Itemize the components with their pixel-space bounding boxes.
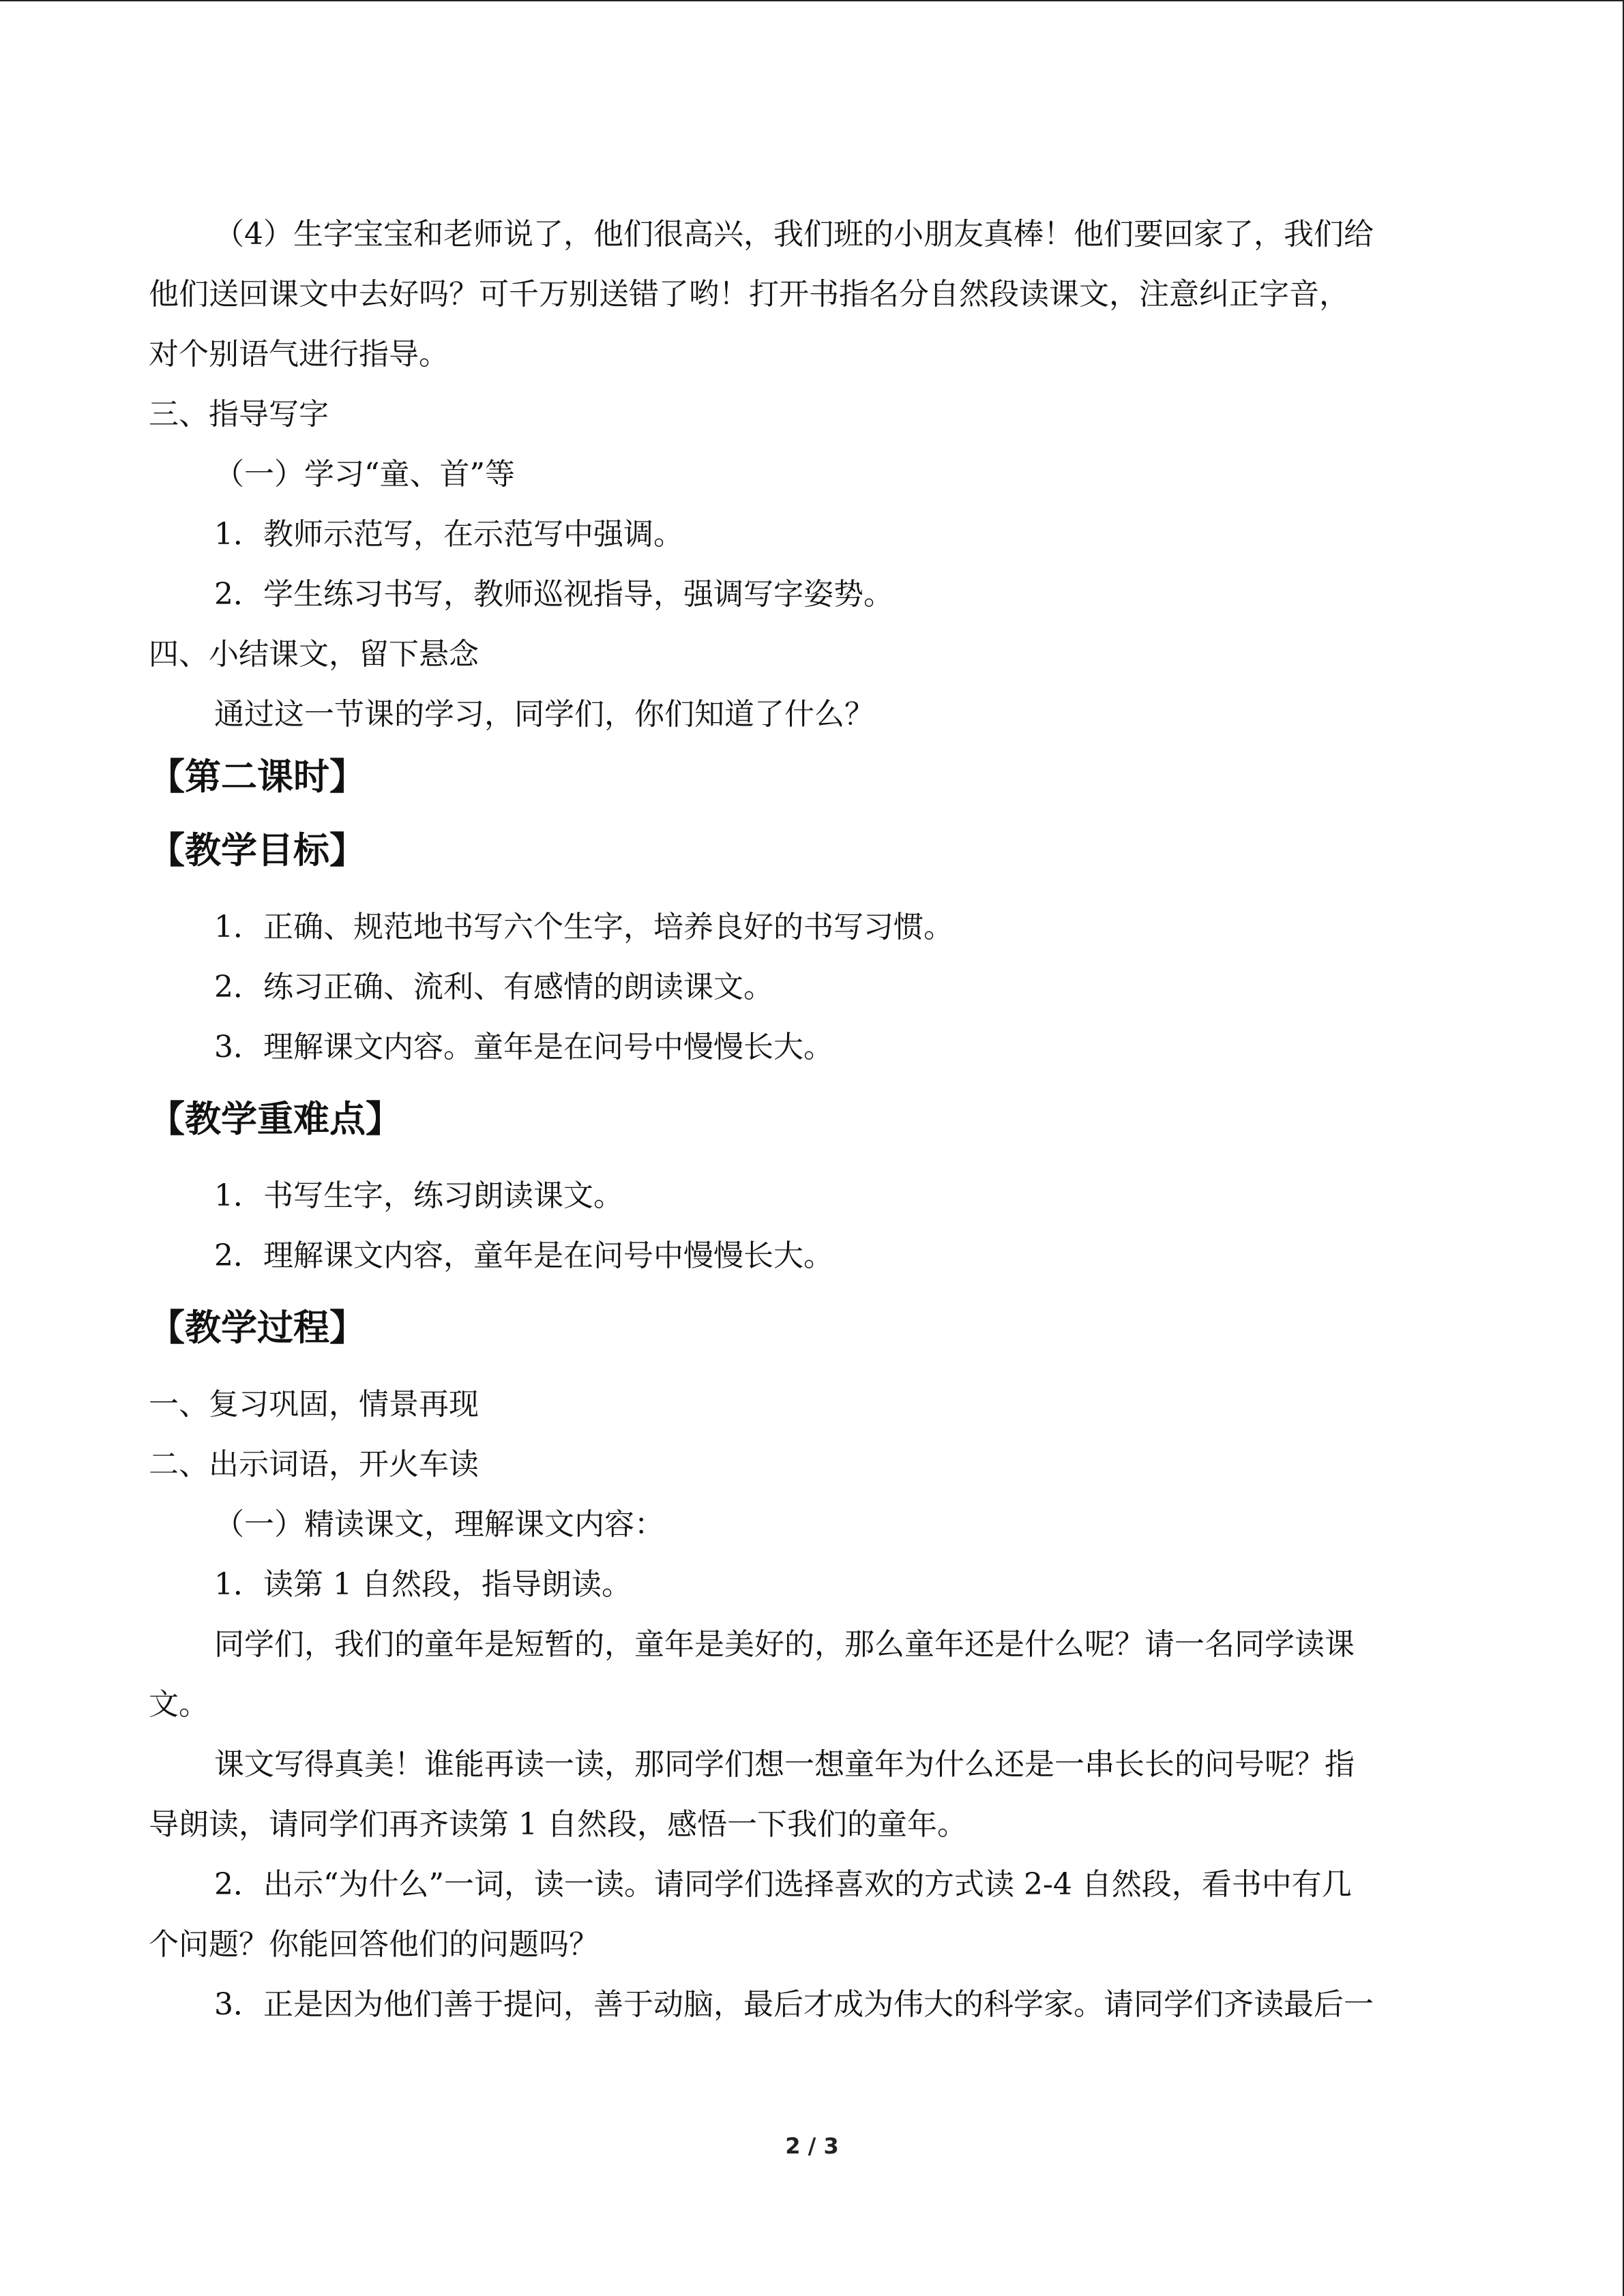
paragraph-line: 四、小结课文，留下悬念: [149, 637, 479, 672]
paragraph-line: 3．理解课文内容。童年是在问号中慢慢长大。: [214, 1030, 833, 1064]
paragraph-line: 一、复习巩固，情景再现: [149, 1387, 479, 1422]
section-heading: 【教学过程】: [149, 1307, 366, 1349]
paragraph-line: 1．书写生字，练习朗读课文。: [214, 1178, 623, 1213]
paragraph-line: 2．出示“为什么”一词，读一读。请同学们选择喜欢的方式读 2-4 自然段，看书中有几: [214, 1867, 1352, 1902]
paragraph-line: 通过这一节课的学习，同学们，你们知道了什么？: [214, 697, 874, 732]
paragraph-line: 2．学生练习书写，教师巡视指导，强调写字姿势。: [214, 577, 894, 612]
paragraph-line: 2．练习正确、流利、有感情的朗读课文。: [214, 970, 773, 1004]
paragraph-line: 同学们，我们的童年是短暂的，童年是美好的，那么童年还是什么呢？请一名同学读课: [214, 1627, 1355, 1662]
paragraph-line: 课文写得真美！谁能再读一读，那同学们想一想童年为什么还是一串长长的问号呢？指: [214, 1747, 1355, 1782]
page-number: 2 / 3: [785, 2133, 839, 2159]
paragraph-line: 2．理解课文内容，童年是在问号中慢慢长大。: [214, 1238, 833, 1273]
paragraph-line: 1．正确、规范地书写六个生字，培养良好的书写习惯。: [214, 910, 954, 944]
paragraph-line: 他们送回课文中去好吗？可千万别送错了哟！打开书指名分自然段读课文，注意纠正字音，: [149, 277, 1349, 312]
section-heading: 【教学重难点】: [149, 1099, 402, 1140]
paragraph-line: 个问题？你能回答他们的问题吗？: [149, 1927, 599, 1962]
paragraph-line: 1．教师示范写，在示范写中强调。: [214, 517, 683, 552]
paragraph-line: 文。: [149, 1687, 209, 1722]
section-heading: 【教学目标】: [149, 830, 366, 871]
paragraph-line: 导朗读，请同学们再齐读第 1 自然段，感悟一下我们的童年。: [149, 1807, 967, 1842]
section-heading: 【第二课时】: [149, 756, 366, 798]
paragraph-line: （一）学习“童、首”等: [214, 457, 515, 492]
paragraph-line: 3．正是因为他们善于提问，善于动脑，最后才成为伟大的科学家。请同学们齐读最后一: [214, 1987, 1374, 2022]
paragraph-line: （4）生字宝宝和老师说了，他们很高兴，我们班的小朋友真棒！他们要回家了，我们给: [214, 217, 1374, 252]
paragraph-line: 1．读第 1 自然段，指导朗读。: [214, 1567, 632, 1602]
paragraph-line: 二、出示词语，开火车读: [149, 1447, 479, 1482]
document-body: [149, 205, 1479, 2035]
paragraph-line: 对个别语气进行指导。: [149, 337, 449, 372]
paragraph-line: 三、指导写字: [149, 397, 329, 432]
paragraph-line: （一）精读课文，理解课文内容：: [214, 1507, 664, 1542]
